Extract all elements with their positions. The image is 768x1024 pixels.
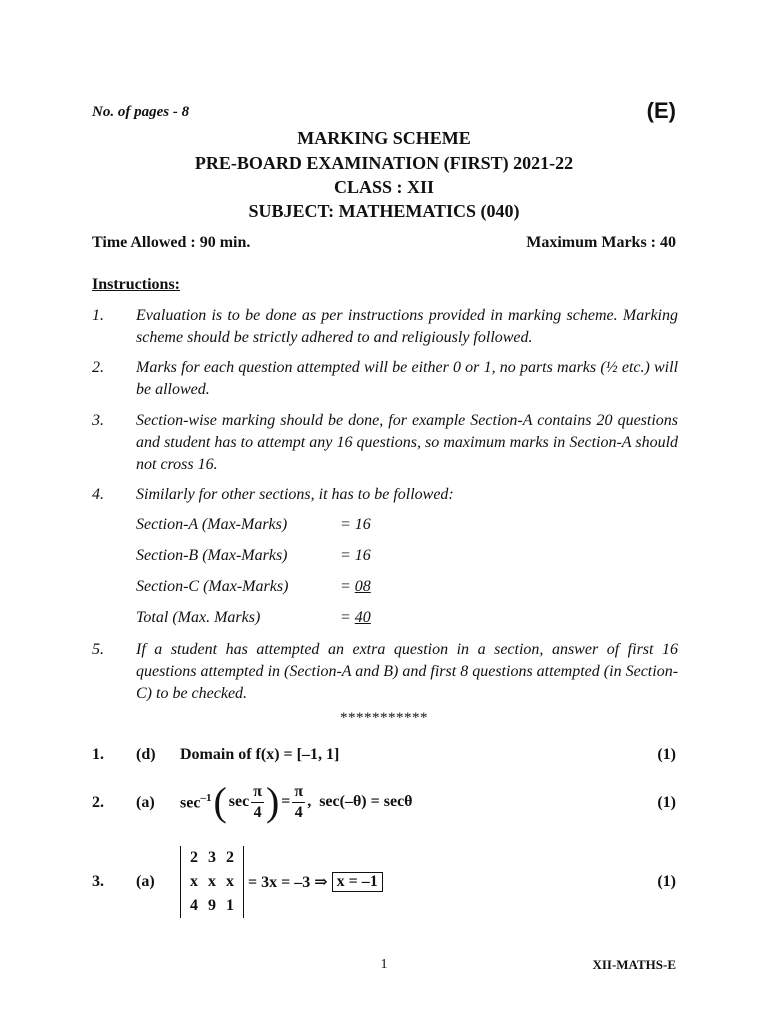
instruction-number: 3. (92, 412, 104, 429)
instruction-text: Marks for each question attempted will be either 0 or 1, no parts marks (½ etc.) will be allowed. (136, 359, 679, 398)
question-number: 1. (92, 746, 104, 763)
title-class: CLASS : XII (333, 177, 435, 197)
instruction-text: Section-wise marking should be done, for example Section-A contains 20 questions and student has to attempt any 16 questions, so maximum marks in Section-A should not cross 16. (136, 412, 679, 473)
question-number: 3. (92, 873, 104, 890)
answer-marks: (1) (657, 873, 676, 890)
instruction-number: 1. (92, 307, 104, 324)
section-a-label: Section-A (Max-Marks) (136, 516, 288, 533)
answer-option: (a) (136, 873, 155, 890)
instructions-heading: Instructions: (92, 276, 181, 293)
separator: *********** (340, 710, 428, 726)
instruction-number: 5. (92, 641, 104, 658)
instruction-number: 2. (92, 359, 104, 376)
section-a-value: = 16 (340, 516, 371, 533)
total-value: = 40 (340, 609, 371, 626)
maximum-marks: Maximum Marks : 40 (526, 234, 676, 251)
time-allowed: Time Allowed : 90 min. (92, 234, 251, 251)
page-number: 1 (380, 957, 388, 972)
question-number: 2. (92, 794, 104, 811)
section-b-value: = 16 (340, 547, 371, 564)
boxed-answer: x = –1 (332, 872, 383, 892)
instruction-text: Similarly for other sections, it has to be followed: (136, 486, 454, 503)
answer-option: (d) (136, 746, 156, 763)
section-c-value: = 08 (340, 578, 371, 595)
answer-text: Domain of f(x) = [–1, 1] (180, 746, 340, 763)
set-code: (E) (646, 98, 676, 123)
answer-marks: (1) (657, 794, 676, 811)
answer-marks: (1) (657, 746, 676, 763)
answer-expression: $\sec^{-1}$ ( sec $\frac{\pi}{4}$ ) = $\frac{\pi}{4}$ , sec(–θ) = secθ (180, 779, 413, 824)
instruction-number: 4. (92, 486, 104, 503)
determinant: 2 3 2 x x x 4 9 1 (180, 846, 244, 918)
title-subject: SUBJECT: MATHEMATICS (040) (248, 201, 520, 221)
title-marking-scheme: MARKING SCHEME (297, 128, 471, 148)
page-count: No. of pages - 8 (92, 104, 190, 120)
answer-expression: 2 3 2 x x x 4 9 1 = 3x = –3 ⇒ x = –1 (180, 841, 383, 923)
section-c-label: Section-C (Max-Marks) (136, 578, 289, 595)
instruction-text: If a student has attempted an extra question in a section, answer of first 16 questions attempted in (Section-A and B) and first 8 questions attempted (in Section-C) to be checked. (136, 641, 679, 702)
section-b-label: Section-B (Max-Marks) (136, 547, 288, 564)
title-examination: PRE-BOARD EXAMINATION (FIRST) 2021-22 (194, 153, 574, 173)
answer-option: (a) (136, 794, 155, 811)
footer-code: XII-MATHS-E (592, 957, 676, 972)
instruction-text: Evaluation is to be done as per instructions provided in marking scheme. Marking scheme should be strictly adhered to and religiously followed. (136, 307, 678, 346)
total-label: Total (Max. Marks) (136, 609, 261, 626)
